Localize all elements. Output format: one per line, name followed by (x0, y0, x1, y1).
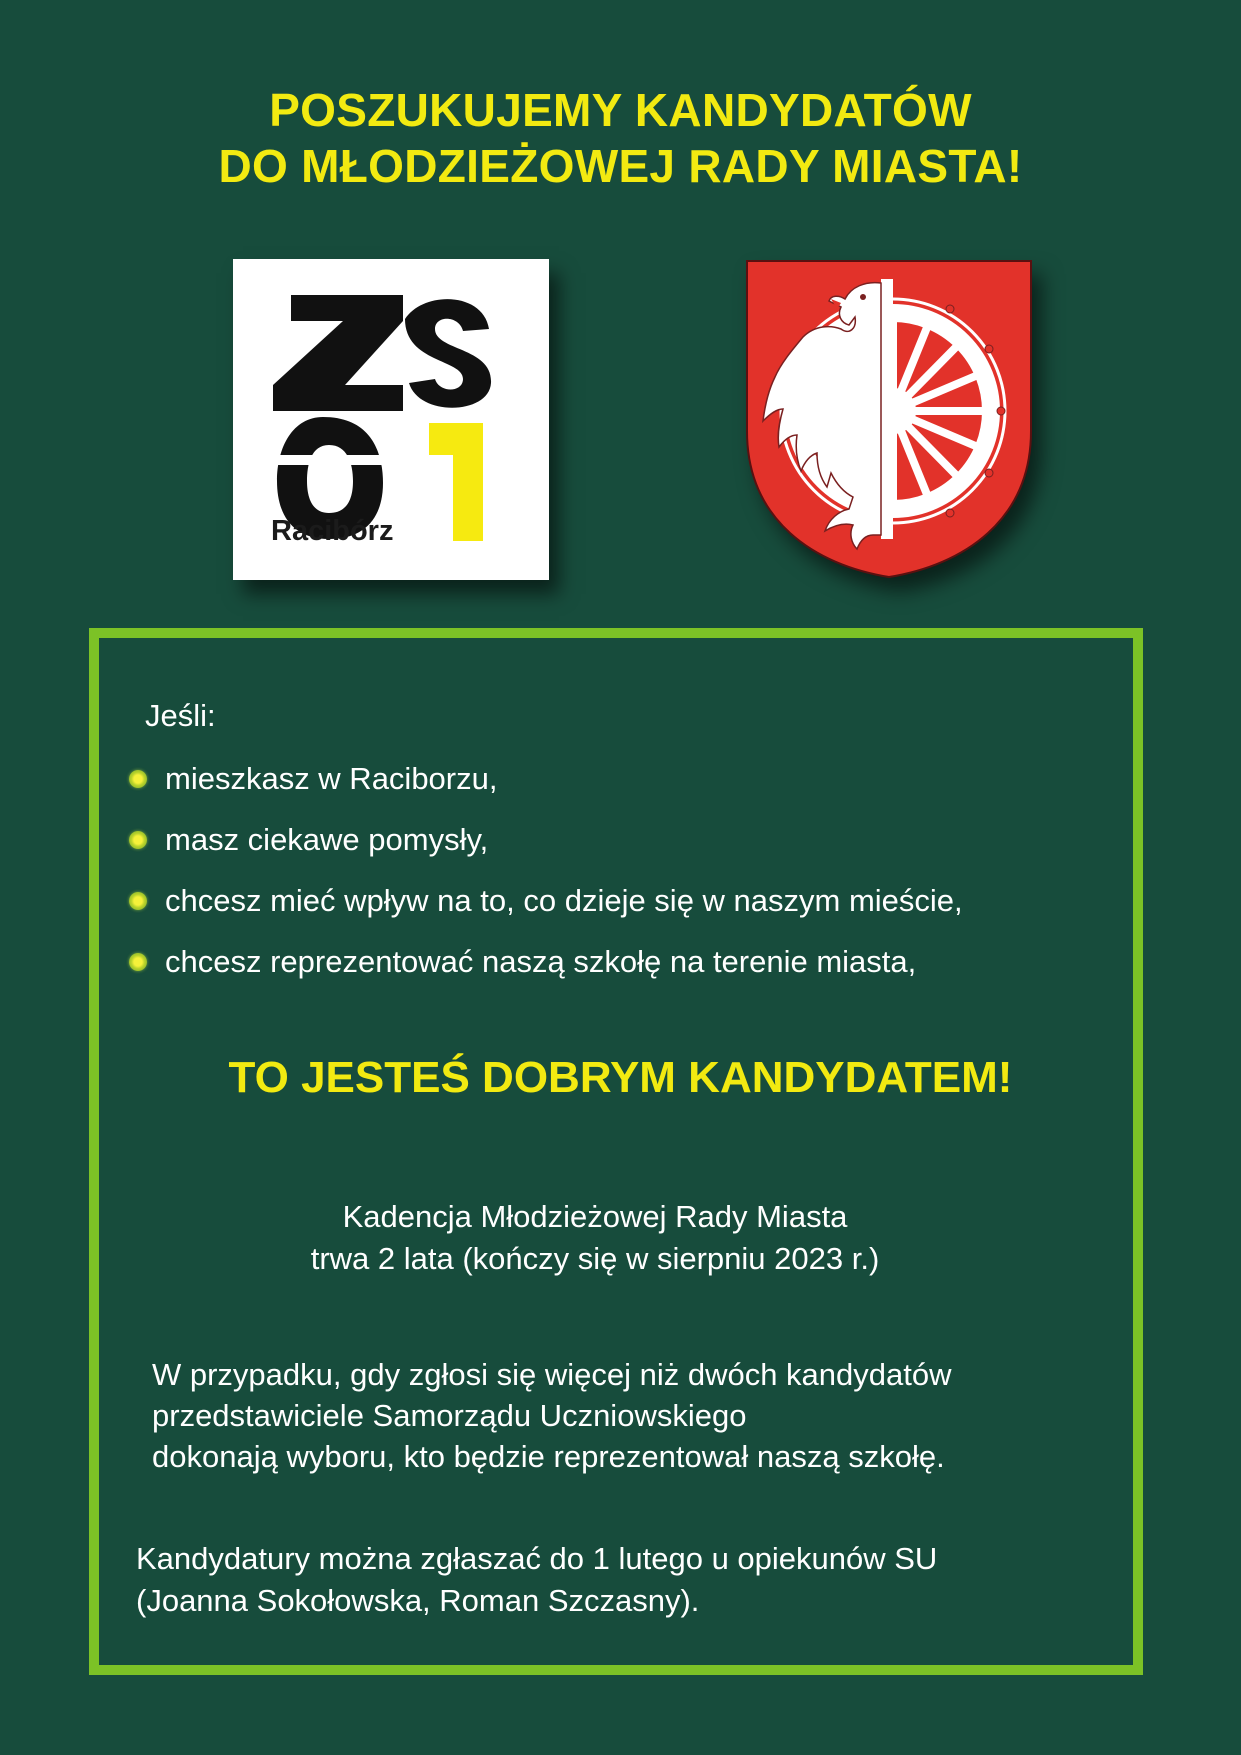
school-logo (233, 259, 549, 580)
conditions-list (127, 758, 963, 1002)
selection-line: W przypadku, gdy zgłosi się więcej niż dwóch kandydatów (152, 1357, 952, 1392)
headline-line-2: DO MŁODZIEŻOWEJ RADY MIASTA! (218, 140, 1023, 192)
selection-info (152, 1354, 952, 1477)
selection-line: dokonają wyboru, kto będzie reprezentował naszą szkołę. (152, 1439, 945, 1474)
term-line-2: trwa 2 lata (kończy się w sierpniu 2023 r.) (310, 1241, 880, 1276)
intro-label: Jeśli: (145, 698, 216, 733)
bullet-dot-icon (129, 953, 147, 971)
condition-text: mieszkasz w Raciborzu, (165, 761, 498, 796)
list-item (127, 880, 963, 941)
list-item (127, 819, 963, 880)
headline (0, 82, 1241, 194)
deadline-line: (Joanna Sokołowska, Roman Szczasny). (136, 1583, 700, 1618)
selection-line: przedstawiciele Samorządu Uczniowskiego (152, 1398, 747, 1433)
bullet-dot-icon (129, 770, 147, 788)
deadline-info (136, 1538, 937, 1622)
term-info (0, 1196, 1190, 1280)
bullet-dot-icon (129, 831, 147, 849)
callout-heading: TO JESTEŚ DOBRYM KANDYDATEM! (228, 1053, 1013, 1102)
term-line-1: Kadencja Młodzieżowej Rady Miasta (342, 1199, 848, 1234)
crest-icon (745, 259, 1033, 579)
headline-line-1: POSZUKUJEMY KANDYDATÓW (269, 84, 972, 136)
list-item (127, 758, 963, 819)
bullet-dot-icon (129, 892, 147, 910)
deadline-line: Kandydatury można zgłaszać do 1 lutego u opiekunów SU (136, 1541, 938, 1576)
list-item (127, 941, 963, 1002)
logo-town-name: Racibórz (271, 515, 394, 547)
condition-text: chcesz mieć wpływ na to, co dzieje się w naszym mieście, (165, 883, 963, 918)
condition-text: masz ciekawe pomysły, (165, 822, 489, 857)
condition-text: chcesz reprezentować naszą szkołę na terenie miasta, (165, 944, 917, 979)
